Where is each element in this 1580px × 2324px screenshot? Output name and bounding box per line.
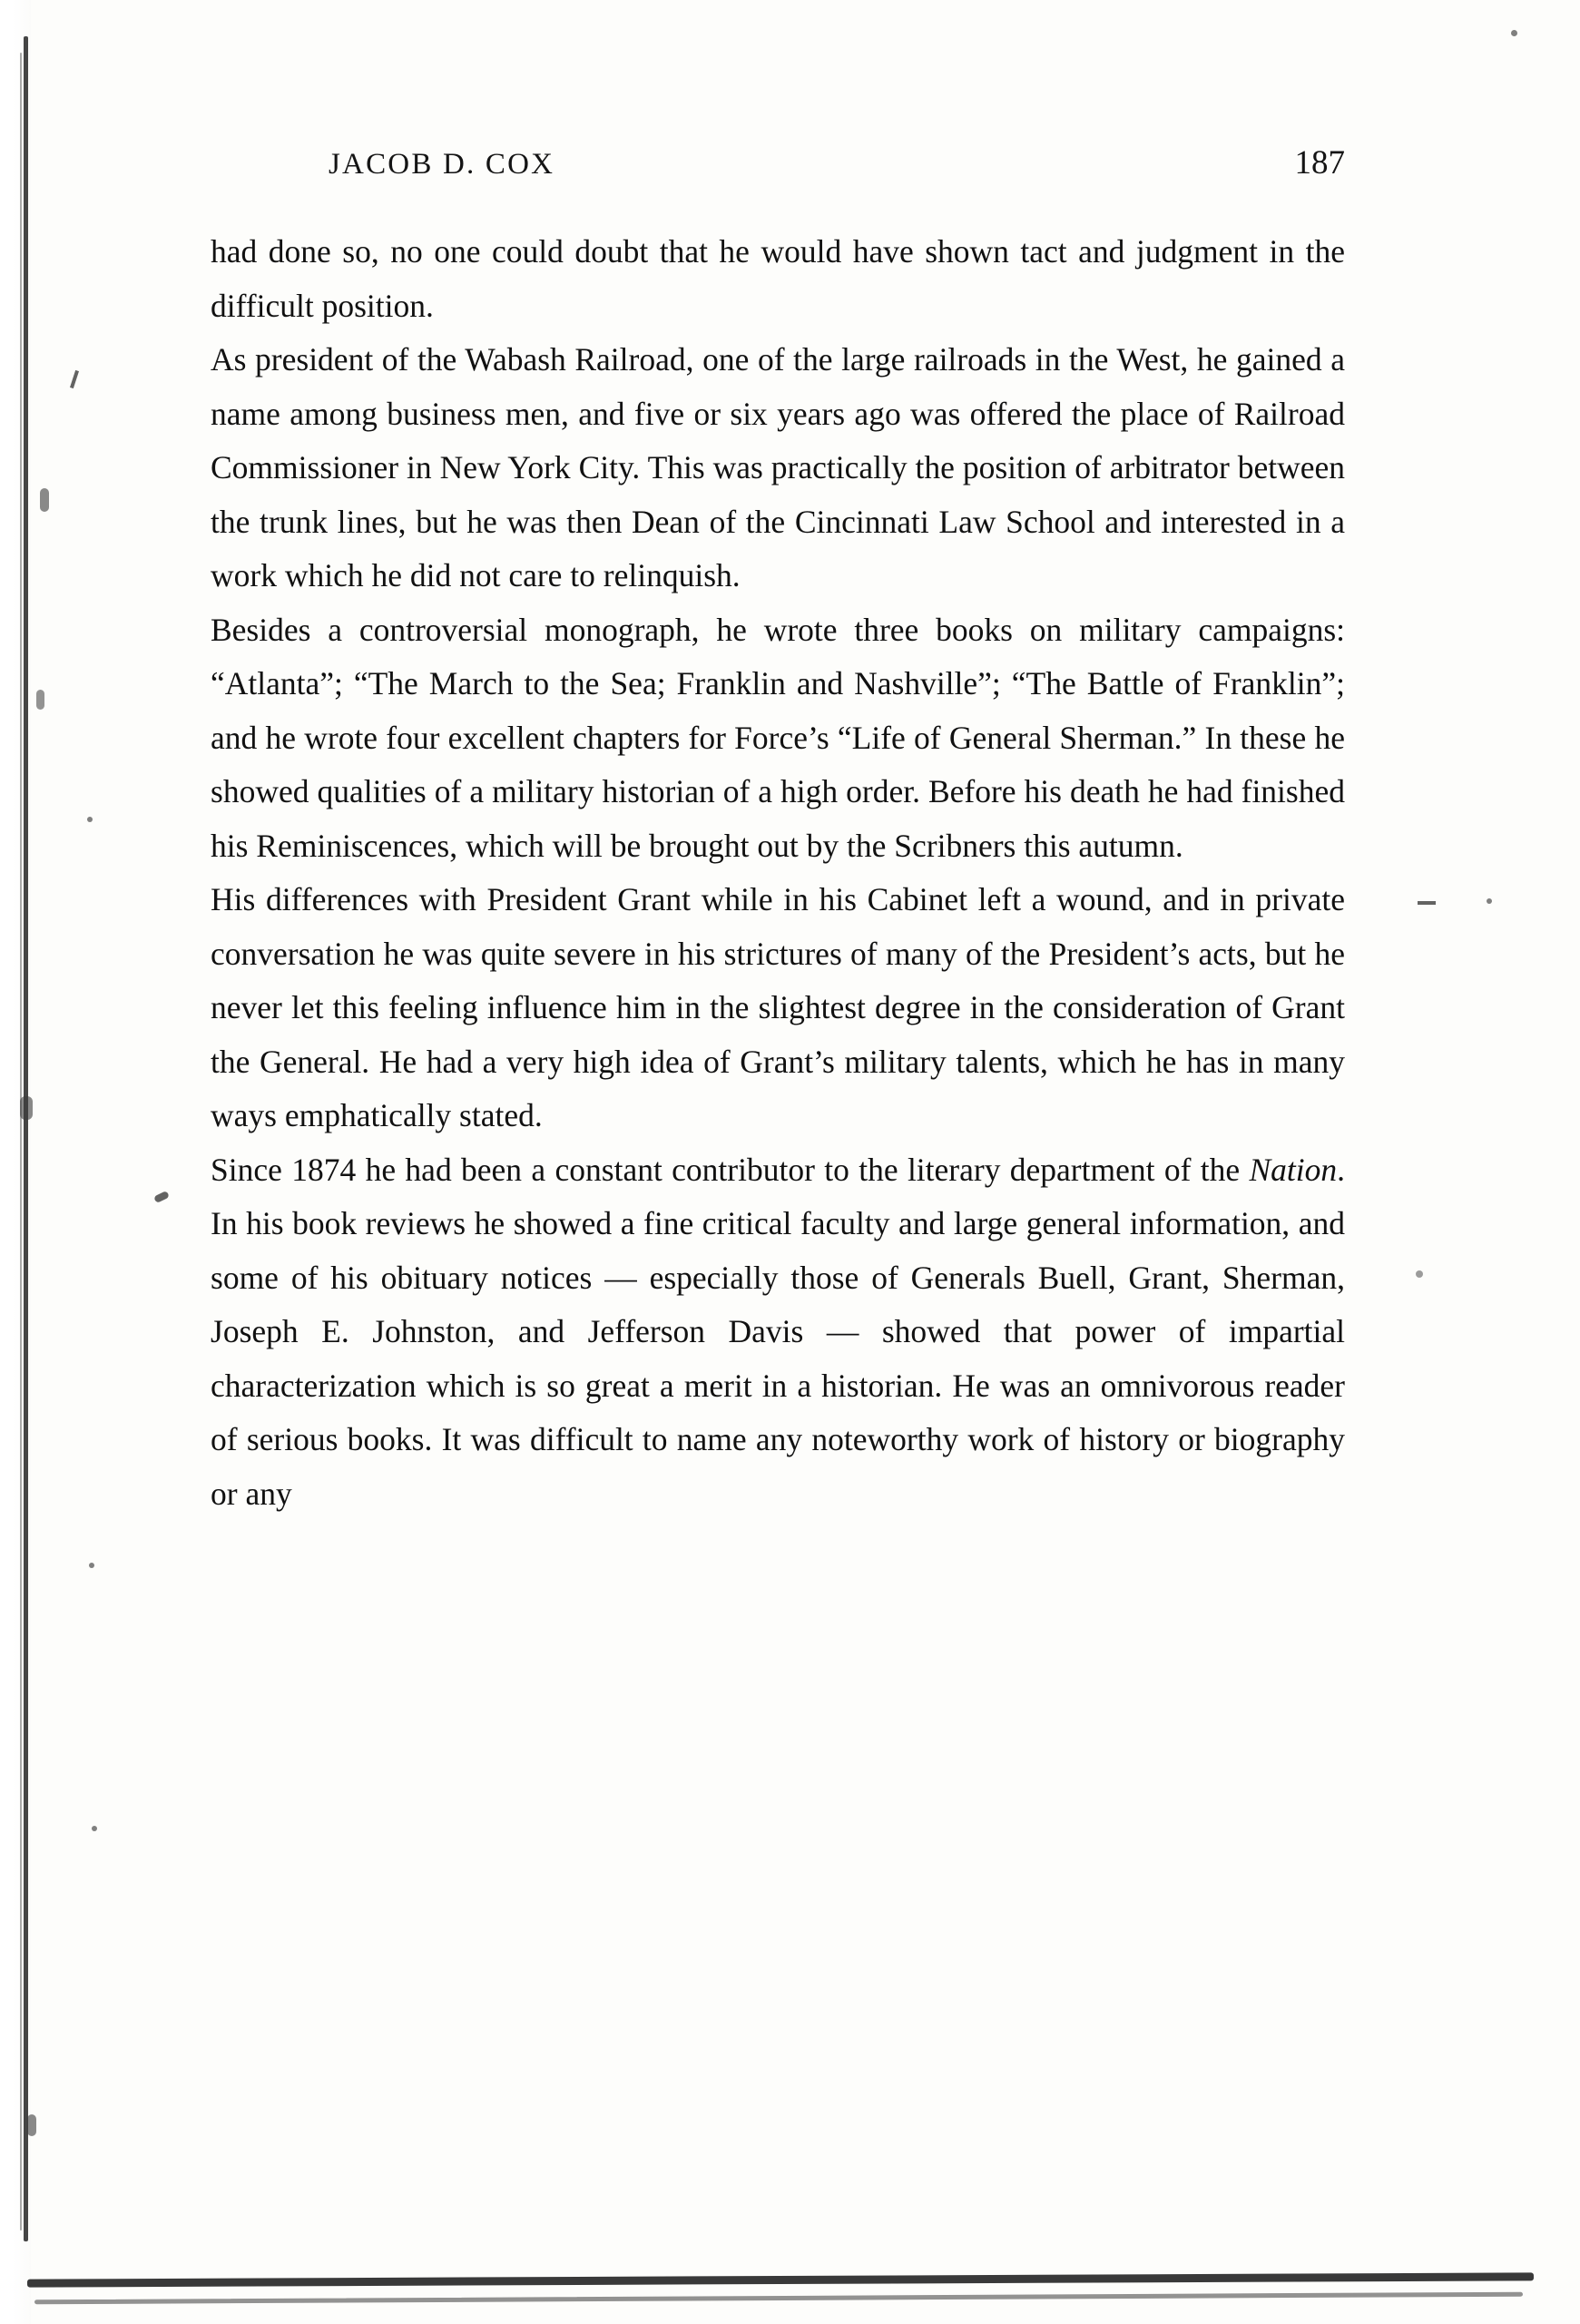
italic-title: Nation — [1249, 1151, 1338, 1188]
page-number: 187 — [1294, 144, 1345, 181]
paragraph — [211, 1143, 1345, 1522]
paragraph: His differences with President Grant while in his Cabinet left a wound, and in private conversation he was quite severe in his strictures of many of the President’s acts, but he never let this feeling influence him in the slightest degree in the consideration of Grant the General. He had a very high idea of Grant’s military talents, which he has in many ways emphatically stated. — [211, 881, 1345, 1133]
running-head: JACOB D. COX — [329, 148, 555, 181]
paragraph-text-rest: . In his book reviews he showed a fine critical faculty and large general information, and some of his obituary notices — especially those of Generals Buell, Grant, Sherman, Joseph E. Johnston, and Jefferson Davis — showed that power of impartial characterization which is so great a merit in a historian. He was an omnivorous reader of serious books. It was difficult to name any noteworthy work of history or biography or any — [211, 1151, 1345, 1512]
paragraph: had done so, no one could doubt that he would have shown tact and judgment in the difficult position. — [211, 233, 1345, 324]
page-header — [211, 143, 1345, 182]
paragraph: As president of the Wabash Railroad, one of the large railroads in the West, he gained a name among business men, and five or six years ago was offered the place of Railroad Commissioner in New York City. This was practically the position of arbitrator between the trunk lines, but he was then Dean of the Cincinnati Law School and interested in a work which he did not care to relinquish. — [211, 341, 1345, 593]
body-text-column — [211, 225, 1345, 1521]
paragraph-text-lead: Since 1874 he had been a constant contributor to the literary department of the — [211, 1151, 1250, 1188]
paragraph: Besides a controversial monograph, he wrote three books on military campaigns: “Atlanta”; “The March to the Sea; Franklin and Nashville”; “The Battle of Franklin”; and he wrote four excellent chapters for Force’s “Life of General Sherman.” In these he showed qualities of a military historian of a high order. Before his death he had finished his Reminiscences, which will be brought out by the Scribners this autumn. — [211, 611, 1345, 864]
